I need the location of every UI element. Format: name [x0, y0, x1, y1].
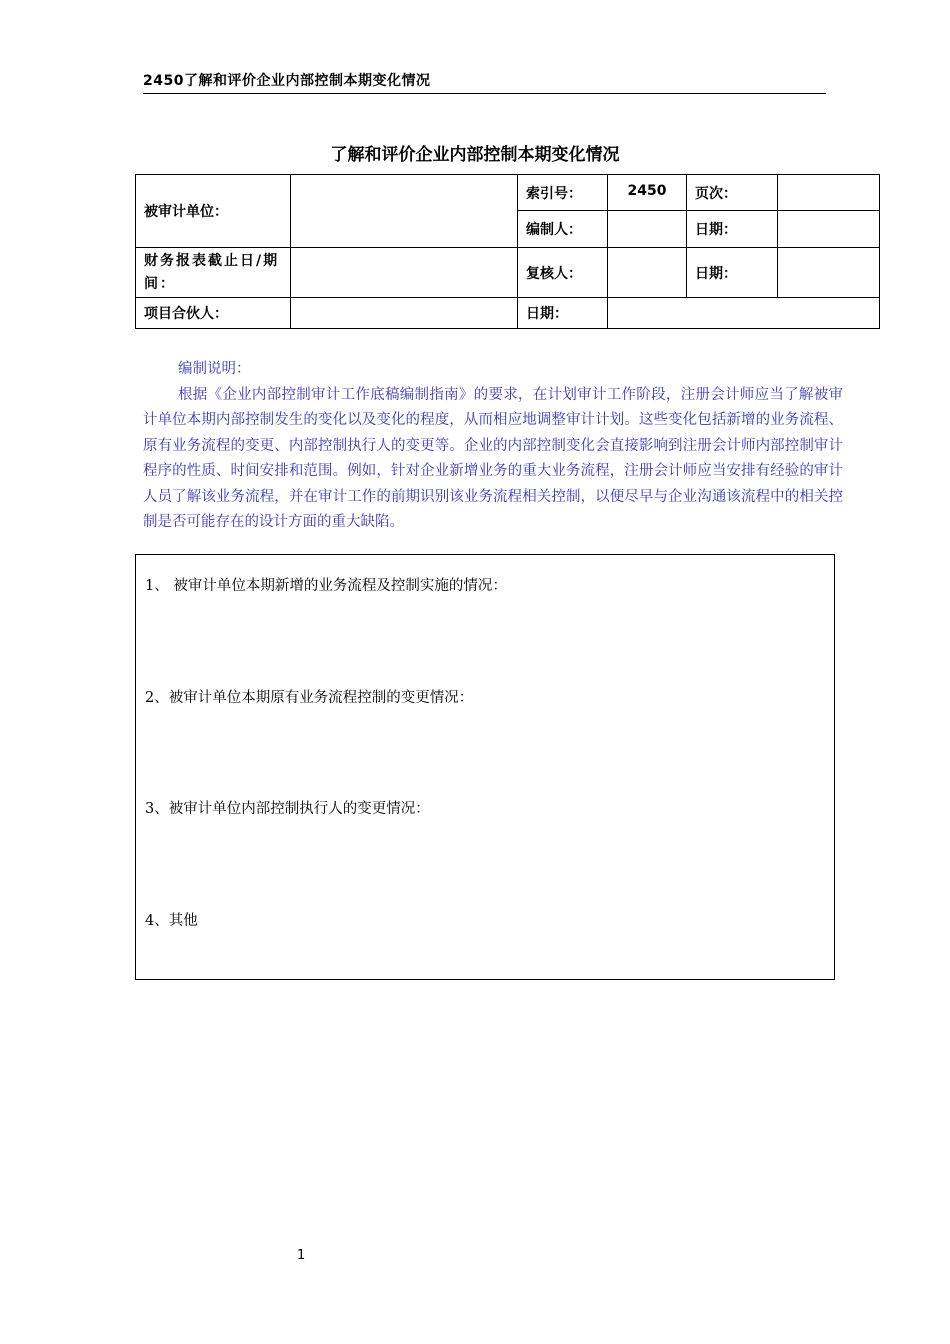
- date-label: 日期：: [687, 211, 778, 248]
- date-field[interactable]: [778, 211, 880, 248]
- preparer-field[interactable]: [608, 211, 687, 248]
- info-table: [135, 174, 880, 329]
- page-title: 了解和评价企业内部控制本期变化情况: [330, 145, 620, 165]
- date-label: 日期：: [687, 248, 778, 298]
- index-label: 索引号：: [518, 175, 608, 211]
- period-label: 财务报表截止日/期间：: [136, 248, 291, 298]
- checklist-item: 2、被审计单位本期原有业务流程控制的变更情况：: [145, 690, 474, 706]
- reviewer-label: 复核人：: [518, 248, 608, 298]
- audited-entity-field[interactable]: [291, 175, 518, 248]
- date-field[interactable]: [608, 298, 880, 329]
- partner-label: 项目合伙人：: [136, 298, 291, 329]
- instructions-label: 编制说明：: [178, 361, 251, 377]
- preparer-label: 编制人：: [518, 211, 608, 248]
- audited-entity-label: 被审计单位：: [136, 175, 291, 248]
- date-field[interactable]: [778, 248, 880, 298]
- date-label: 日期：: [518, 298, 608, 329]
- period-field[interactable]: [291, 248, 518, 298]
- page-number: 1: [297, 1248, 306, 1263]
- instructions: [143, 357, 843, 536]
- checklist-box: [135, 554, 835, 980]
- page-label: 页次：: [687, 175, 778, 211]
- checklist-item: 1、 被审计单位本期新增的业务流程及控制实施的情况：: [145, 578, 507, 594]
- running-header: 2450了解和评价企业内部控制本期变化情况: [143, 70, 826, 94]
- reviewer-field[interactable]: [608, 248, 687, 298]
- instructions-body: 根据《企业内部控制审计工作底稿编制指南》的要求，在计划审计工作阶段，注册会计师应当了解被审计单位本期内部控制发生的变化以及变化的程度，从而相应地调整审计计划。这些变化包括新增的业务流程、原有业务流程的变更、内部控制执行人的变更等。企业的内部控制变化会直接影响到注册会计师内部控制审计程序的性质、时间安排和范围。例如，针对企业新增业务的重大业务流程，注册会计师应当安排有经验的审计人员了解该业务流程，并在审计工作的前期识别该业务流程相关控制，以便尽早与企业沟通该流程中的相关控制是否可能存在的设计方面的重大缺陷。: [143, 386, 843, 530]
- index-value: 2450: [608, 175, 687, 211]
- checklist-item: 4、其他: [145, 913, 198, 929]
- partner-field[interactable]: [291, 298, 518, 329]
- page-field[interactable]: [778, 175, 880, 211]
- checklist-item: 3、被审计单位内部控制执行人的变更情况：: [145, 801, 430, 817]
